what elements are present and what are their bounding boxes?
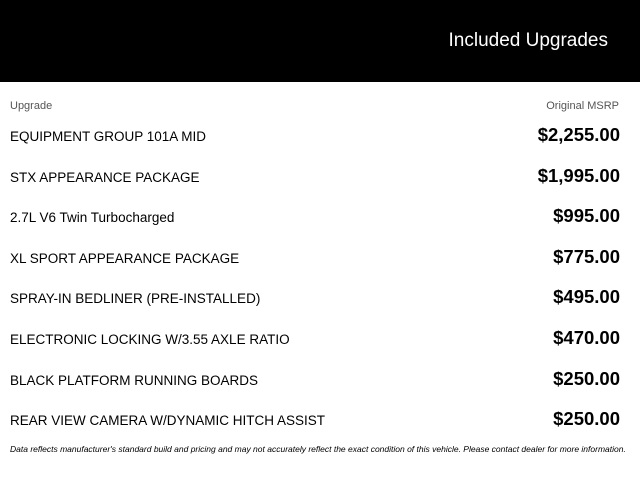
upgrade-price: $1,995.00 bbox=[537, 165, 620, 186]
list-item bbox=[0, 405, 640, 435]
upgrade-name: SPRAY-IN BEDLINER (PRE-INSTALLED) bbox=[10, 291, 261, 306]
upgrade-price: $995.00 bbox=[553, 205, 620, 226]
list-item bbox=[0, 162, 640, 192]
upgrade-name: REAR VIEW CAMERA W/DYNAMIC HITCH ASSIST bbox=[10, 413, 326, 428]
upgrade-price: $775.00 bbox=[553, 246, 620, 267]
upgrade-price: $250.00 bbox=[553, 408, 620, 429]
list-item bbox=[0, 243, 640, 273]
upgrade-name: BLACK PLATFORM RUNNING BOARDS bbox=[10, 373, 259, 388]
upgrade-price: $495.00 bbox=[553, 286, 620, 307]
upgrade-price: $250.00 bbox=[553, 368, 620, 389]
header-bar bbox=[0, 0, 640, 82]
upgrade-price: $2,255.00 bbox=[537, 124, 620, 145]
list-item bbox=[0, 324, 640, 354]
list-item bbox=[0, 121, 640, 151]
upgrade-name: ELECTRONIC LOCKING W/3.55 AXLE RATIO bbox=[10, 332, 290, 347]
upgrade-name: EQUIPMENT GROUP 101A MID bbox=[10, 129, 207, 144]
upgrade-price: $470.00 bbox=[553, 327, 620, 348]
page-title: Included Upgrades bbox=[448, 30, 608, 51]
column-header-upgrade: Upgrade bbox=[10, 100, 53, 112]
column-header-msrp: Original MSRP bbox=[546, 100, 619, 112]
upgrade-name: STX APPEARANCE PACKAGE bbox=[10, 170, 200, 185]
upgrade-name: 2.7L V6 Twin Turbocharged bbox=[10, 210, 175, 225]
upgrade-name: XL SPORT APPEARANCE PACKAGE bbox=[10, 251, 240, 266]
disclaimer-text: Data reflects manufacturer's standard build and pricing and may not accurately reflect the exact condition of this vehicle. Please contact dealer for more information. bbox=[10, 444, 626, 454]
list-item bbox=[0, 283, 640, 313]
list-item bbox=[0, 202, 640, 232]
list-item bbox=[0, 365, 640, 395]
